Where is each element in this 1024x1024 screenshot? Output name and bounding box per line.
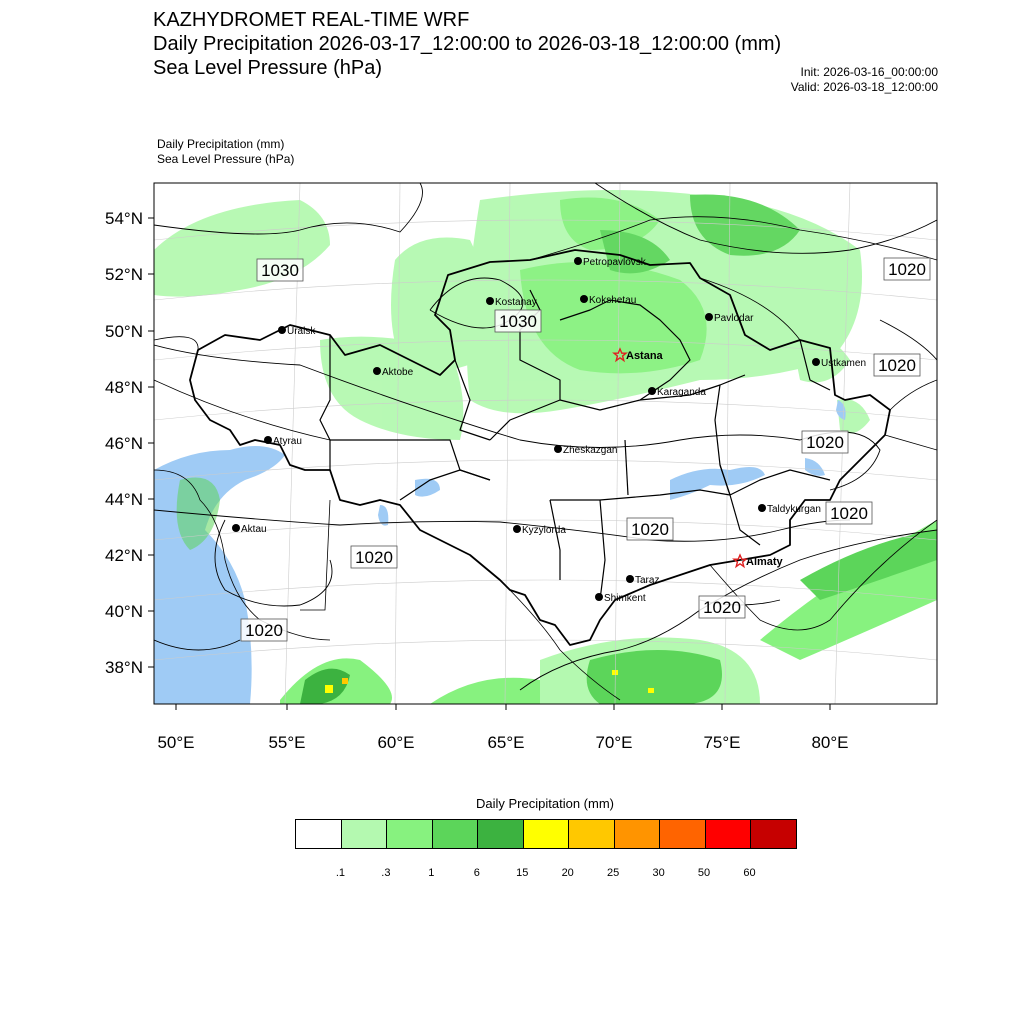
city-taraz: [626, 575, 659, 586]
city-uralsk: [278, 326, 316, 337]
isobar-label: [699, 596, 745, 618]
init-time: Init: 2026-03-16_00:00:00: [800, 65, 938, 79]
isobar-label: [874, 354, 920, 376]
colorbar-title: Daily Precipitation (mm): [476, 796, 614, 811]
svg-text:1020: 1020: [830, 504, 868, 523]
colorbar-label: 15: [516, 867, 529, 879]
city-label: Kyzylorda: [522, 525, 566, 536]
city-almaty: [734, 555, 784, 568]
colorbar-swatch: [386, 820, 432, 848]
city-label: Aktobe: [382, 367, 414, 378]
city-dot-icon: [705, 313, 713, 321]
city-dot-icon: [232, 524, 240, 532]
longitude-labels: [157, 733, 848, 752]
city-dot-icon: [595, 593, 603, 601]
city-shimkent: [595, 593, 646, 604]
city-zheskazgan: [554, 445, 617, 456]
colorbar-label: 6: [473, 867, 480, 879]
colorbar-swatch: [296, 820, 341, 848]
isobar-label: [627, 518, 673, 540]
subtitle-slp: Sea Level Pressure (hPa): [157, 152, 295, 166]
svg-text:1020: 1020: [703, 598, 741, 617]
svg-text:1020: 1020: [878, 356, 916, 375]
lon-label: 55°E: [268, 733, 306, 752]
isobar-label: [241, 619, 287, 641]
colorbar-swatch: [432, 820, 478, 848]
title-line1: KAZHYDROMET REAL-TIME WRF: [153, 9, 470, 31]
city-label: Shimkent: [604, 593, 646, 604]
colorbar-label: .1: [335, 867, 346, 879]
city-dot-icon: [486, 297, 494, 305]
colorbar-label: 60: [743, 867, 756, 879]
subtitle-precip: Daily Precipitation (mm): [157, 137, 285, 151]
latitude-labels: [105, 209, 143, 677]
city-label: Zheskazgan: [563, 445, 618, 456]
colorbar-swatch: [477, 820, 523, 848]
city-label: Uralsk: [287, 326, 316, 337]
colorbar-label: 20: [561, 867, 574, 879]
city-taldykurgan: [758, 504, 821, 515]
city-dot-icon: [574, 257, 582, 265]
city-dot-icon: [513, 525, 521, 533]
city-label: Ustkamen: [821, 358, 867, 369]
isobar-label: [826, 502, 872, 524]
city-dot-icon: [278, 326, 286, 334]
lon-label: 80°E: [811, 733, 849, 752]
lat-label: 54°N: [105, 209, 143, 228]
svg-text:1030: 1030: [261, 261, 299, 280]
colorbar-label: .3: [381, 867, 391, 879]
isobar-label: [257, 259, 303, 281]
city-label: Taldykurgan: [767, 504, 821, 515]
colorbar: [295, 819, 797, 849]
city-dot-icon: [758, 504, 766, 512]
svg-text:1030: 1030: [499, 312, 537, 331]
lat-label: 38°N: [105, 658, 143, 677]
city-dot-icon: [626, 575, 634, 583]
lat-label: 44°N: [105, 490, 143, 509]
colorbar-label: 25: [607, 867, 620, 879]
precip-field-south: [154, 520, 937, 704]
colorbar-swatch: [750, 820, 796, 848]
isobar-label: [495, 310, 541, 332]
city-aktau: [232, 524, 267, 535]
colorbar-label: 30: [652, 867, 665, 879]
city-label: Atyrau: [273, 436, 302, 447]
colorbar-swatch: [659, 820, 705, 848]
lat-label: 40°N: [105, 602, 143, 621]
colorbar-swatch: [341, 820, 387, 848]
city-label: Kostanay: [495, 297, 537, 308]
city-dot-icon: [580, 295, 588, 303]
lon-label: 75°E: [703, 733, 741, 752]
city-label: Astana: [626, 350, 663, 362]
title-line2: Daily Precipitation 2026-03-17_12:00:00 to 2026-03-18_12:00:00 (mm): [153, 33, 782, 55]
city-dot-icon: [812, 358, 820, 366]
lon-label: 60°E: [377, 733, 415, 752]
city-dot-icon: [554, 445, 562, 453]
lon-label: 70°E: [595, 733, 633, 752]
colorbar-label: 1: [428, 867, 435, 879]
isobar-label: [802, 431, 848, 453]
colorbar-label: 50: [697, 867, 711, 879]
svg-text:1020: 1020: [245, 621, 283, 640]
city-kokshetau: [580, 295, 636, 306]
city-dot-icon: [264, 436, 272, 444]
svg-text:1020: 1020: [631, 520, 669, 539]
lon-label: 65°E: [487, 733, 525, 752]
city-dot-icon: [373, 367, 381, 375]
colorbar-swatch: [523, 820, 569, 848]
colorbar-swatch: [705, 820, 751, 848]
title-line3: Sea Level Pressure (hPa): [153, 57, 383, 79]
city-label: Almaty: [746, 556, 783, 568]
lat-label: 46°N: [105, 434, 143, 453]
lat-label: 42°N: [105, 546, 143, 565]
city-label: Pavlodar: [714, 313, 754, 324]
svg-text:1020: 1020: [806, 433, 844, 452]
city-label: Petropavlovsk: [583, 257, 646, 268]
valid-time: Valid: 2026-03-18_12:00:00: [790, 80, 938, 94]
city-karaganda: [648, 387, 706, 398]
city-atyrau: [264, 436, 302, 447]
city-ustkamen: [812, 358, 866, 369]
colorbar-swatch: [568, 820, 614, 848]
city-petropavlovsk: [574, 257, 647, 268]
lon-label: 50°E: [157, 733, 195, 752]
lat-label: 52°N: [105, 265, 143, 284]
isobar-label: [884, 258, 930, 280]
colorbar-swatch: [614, 820, 660, 848]
svg-text:1020: 1020: [888, 260, 926, 279]
svg-text:1020: 1020: [355, 548, 393, 567]
city-label: Aktau: [241, 524, 267, 535]
city-label: Kokshetau: [589, 295, 637, 306]
city-label: Karaganda: [657, 387, 706, 398]
lat-label: 48°N: [105, 378, 143, 397]
city-kyzylorda: [513, 525, 566, 536]
lat-label: 50°N: [105, 322, 143, 341]
isobar-label: [351, 546, 397, 568]
city-label: Taraz: [635, 575, 660, 586]
city-dot-icon: [648, 387, 656, 395]
